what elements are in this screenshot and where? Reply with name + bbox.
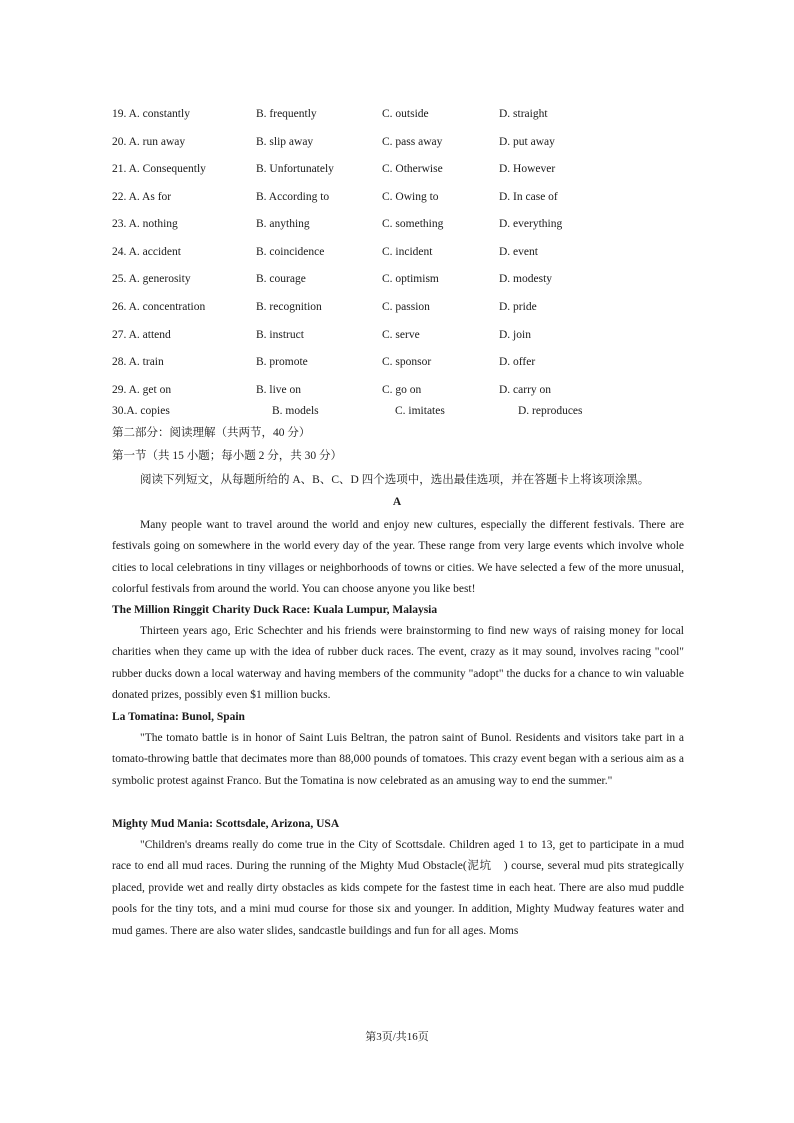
option-d: D. However [499, 163, 556, 175]
option-a: 24. A. accident [112, 246, 181, 258]
question-row [112, 105, 712, 123]
option-c: C. optimism [382, 273, 439, 285]
option-d: D. event [499, 246, 538, 258]
page-footer: 第3页/共16页 [365, 1031, 429, 1043]
festival-2-text: "The tomato battle is in honor of Saint Luis Beltran, the patron saint of Bunol. Residents and visitors take part in a tomato-throwing battle that decimates more than 88,000 pounds of tomatoes. This crazy event began with a serious aim as a symbolic protest against Franco. But the Tomatina is now celebrated as an amusing way to end the summer." [112, 732, 684, 787]
option-d: D. join [499, 329, 531, 341]
question-row [112, 188, 712, 206]
option-d: D. modesty [499, 273, 553, 285]
option-c: C. sponsor [382, 356, 432, 368]
option-a: 23. A. nothing [112, 218, 178, 230]
option-b: B. promote [256, 356, 308, 368]
option-b: B. models [272, 405, 319, 417]
option-d: D. everything [499, 218, 563, 230]
question-row [112, 298, 712, 316]
festival-1-title: The Million Ringgit Charity Duck Race: Kuala Lumpur, Malaysia [112, 604, 438, 616]
option-c: C. incident [382, 246, 433, 258]
festival-1-text: Thirteen years ago, Eric Schechter and his friends were brainstorming to find new ways of raising money for local charities when they came up with the idea of rubber duck races. The event, crazy as it may sound, involves racing "cool" rubber ducks down a local waterway and having members of the community "adopt" the ducks for a chance to win valuable donated prizes, possibly even $1 million bucks. [112, 625, 684, 702]
option-a: 26. A. concentration [112, 301, 206, 313]
option-a: 30.A. copies [112, 405, 170, 417]
festival-2-title: La Tomatina: Bunol, Spain [112, 711, 245, 723]
question-30-options [112, 402, 712, 420]
question-row [112, 326, 712, 344]
option-b: B. live on [256, 384, 302, 396]
festival-3-text: "Children's dreams really do come true in the City of Scottsdale. Children aged 1 to 13, get to participate in a mud race to end all mud races. During the running of the Mighty Mud Obstacle(泥坑 ) course, several mud pits strategically placed, provide wet and really dirty obstacles as kids compete for the fastest time in each heat. There are also mud puddle pools for the tiny tots, and a mini mud course for those six and younger. In addition, Mighty Mudway features water and mud games. There are also water slides, sandcastle buildings and fun for all ages. Moms [112, 839, 684, 937]
option-c: C. serve [382, 329, 420, 341]
option-a: 21. A. Consequently [112, 163, 206, 175]
option-c: C. imitates [395, 405, 445, 417]
option-b: B. Unfortunately [256, 163, 334, 175]
option-b: B. instruct [256, 329, 304, 341]
option-d: D. reproduces [518, 405, 583, 417]
option-c: C. go on [382, 384, 422, 396]
option-a: 25. A. generosity [112, 273, 191, 285]
option-b: B. coincidence [256, 246, 325, 258]
option-b: B. courage [256, 273, 306, 285]
option-b: B. recognition [256, 301, 322, 313]
passage-letter: A [392, 496, 402, 508]
option-d: D. pride [499, 301, 537, 313]
option-c: C. Otherwise [382, 163, 443, 175]
question-row [112, 160, 712, 178]
option-b: B. anything [256, 218, 310, 230]
option-a: 29. A. get on [112, 384, 172, 396]
option-c: C. Owing to [382, 191, 439, 203]
question-row [112, 270, 712, 288]
option-c: C. outside [382, 108, 429, 120]
section-2-title: 第二部分：阅读理解（共两节，40 分） [112, 427, 311, 439]
festival-3-title: Mighty Mud Mania: Scottsdale, Arizona, USA [112, 818, 340, 830]
intro-paragraph: Many people want to travel around the world and enjoy new cultures, especially the different festivals. There are festivals going on somewhere in the world every day of the year. These range from very large events which involve whole cities to local celebrations in tiny villages or neighborhoods of towns or cities. We have selected a few of the more unusual, colorful festivals from around the world. You can choose anyone you like best! [112, 519, 684, 596]
option-b: B. frequently [256, 108, 317, 120]
section-1-title: 第一节（共 15 小题；每小题 2 分，共 30 分） [112, 450, 342, 462]
option-d: D. straight [499, 108, 548, 120]
option-a: 20. A. run away [112, 136, 186, 148]
option-a: 22. A. As for [112, 191, 172, 203]
option-c: C. passion [382, 301, 430, 313]
instructions: 阅读下列短文，从每题所给的 A、B、C、D 四个选项中，选出最佳选项，并在答题卡上将该项涂黑。 [140, 474, 650, 486]
option-a: 28. A. train [112, 356, 164, 368]
option-c: C. something [382, 218, 444, 230]
question-row [112, 353, 712, 371]
option-a: 19. A. constantly [112, 108, 190, 120]
question-row [112, 215, 712, 233]
option-c: C. pass away [382, 136, 443, 148]
option-d: D. carry on [499, 384, 552, 396]
option-d: D. offer [499, 356, 536, 368]
option-b: B. slip away [256, 136, 314, 148]
option-d: D. In case of [499, 191, 558, 203]
question-row [112, 133, 712, 151]
option-a: 27. A. attend [112, 329, 171, 341]
option-b: B. According to [256, 191, 330, 203]
question-row [112, 381, 712, 399]
question-row [112, 243, 712, 261]
option-d: D. put away [499, 136, 555, 148]
